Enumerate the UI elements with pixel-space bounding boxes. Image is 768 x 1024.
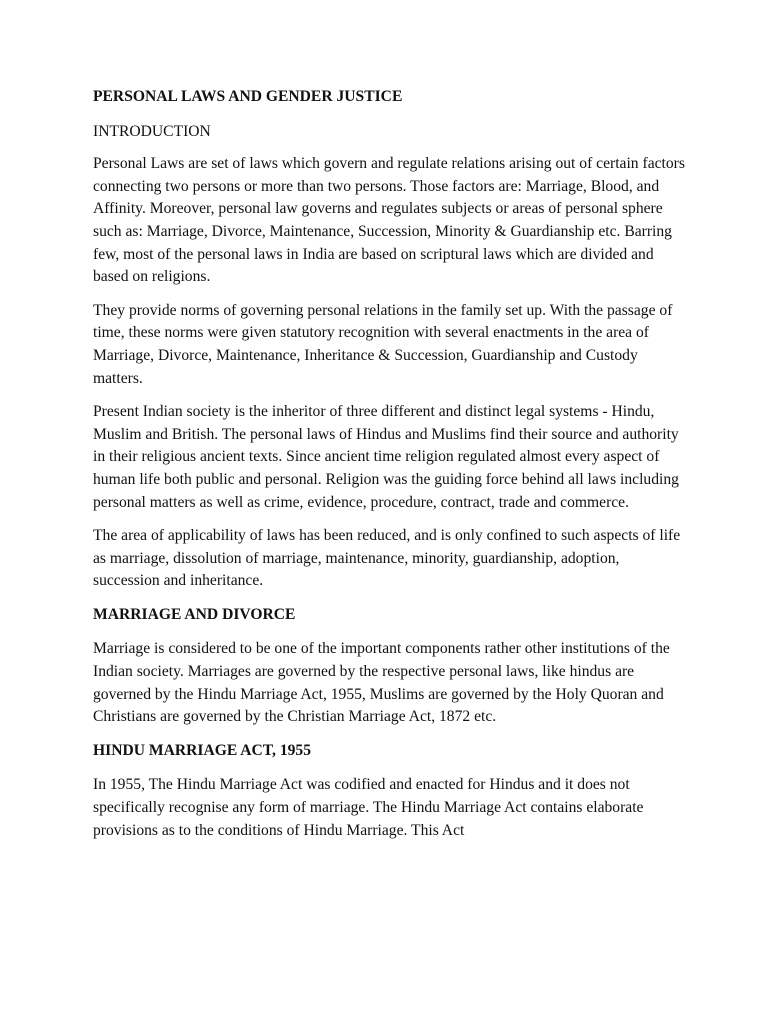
section-heading-marriage-and-divorce: MARRIAGE AND DIVORCE (93, 605, 296, 623)
paragraph: The area of applicability of laws has been reduced, and is only confined to such aspects of life as marriage, dissolution of marriage, maintenance, minority, guardianship, adoption, succession and inheritance. (93, 527, 681, 590)
paragraph: Marriage is considered to be one of the important components rather other institutions of the Indian society. Marriages are governed by the respective personal laws, like hindus are governed by the Hindu Marriage Act, 1955, Muslims are governed by the Holy Quoran and Christians are governed by the Christian Marriage Act, 1872 etc. (93, 640, 670, 726)
section-heading-hindu-marriage-act: HINDU MARRIAGE ACT, 1955 (93, 741, 312, 759)
introduction-heading: INTRODUCTION (93, 122, 211, 140)
document-body (93, 86, 685, 853)
document-title: PERSONAL LAWS AND GENDER JUSTICE (93, 88, 403, 105)
paragraph: In 1955, The Hindu Marriage Act was codified and enacted for Hindus and it does not specifically recognise any form of marriage. The Hindu Marriage Act contains elaborate provisions as to the conditions of Hindu Marriage. This Act (93, 776, 644, 839)
paragraph: They provide norms of governing personal relations in the family set up. With the passage of time, these norms were given statutory recognition with several enactments in the area of Marriage, Divorce, Maintenance, Inheritance & Succession, Guardianship and Custody matters. (93, 301, 673, 387)
paragraph: Personal Laws are set of laws which govern and regulate relations arising out of certain factors connecting two persons or more than two persons. Those factors are: Marriage, Blood, and Affinity. Moreover, personal law governs and regulates subjects or areas of personal sphere such as: Marriage, Divorce, Maintenance, Succession, Minority & Guardianship etc. Barring few, most of the personal laws in India are based on scriptural laws which are divided and based on religions. (93, 155, 685, 286)
paragraph: Present Indian society is the inheritor of three different and distinct legal systems - Hindu, Muslim and British. The personal laws of Hindus and Muslims find their source and authority in their religious ancient texts. Since ancient time religion regulated almost every aspect of human life both public and personal. Religion was the guiding force behind all laws including personal matters as well as crime, evidence, procedure, contract, trade and commerce. (93, 403, 679, 511)
